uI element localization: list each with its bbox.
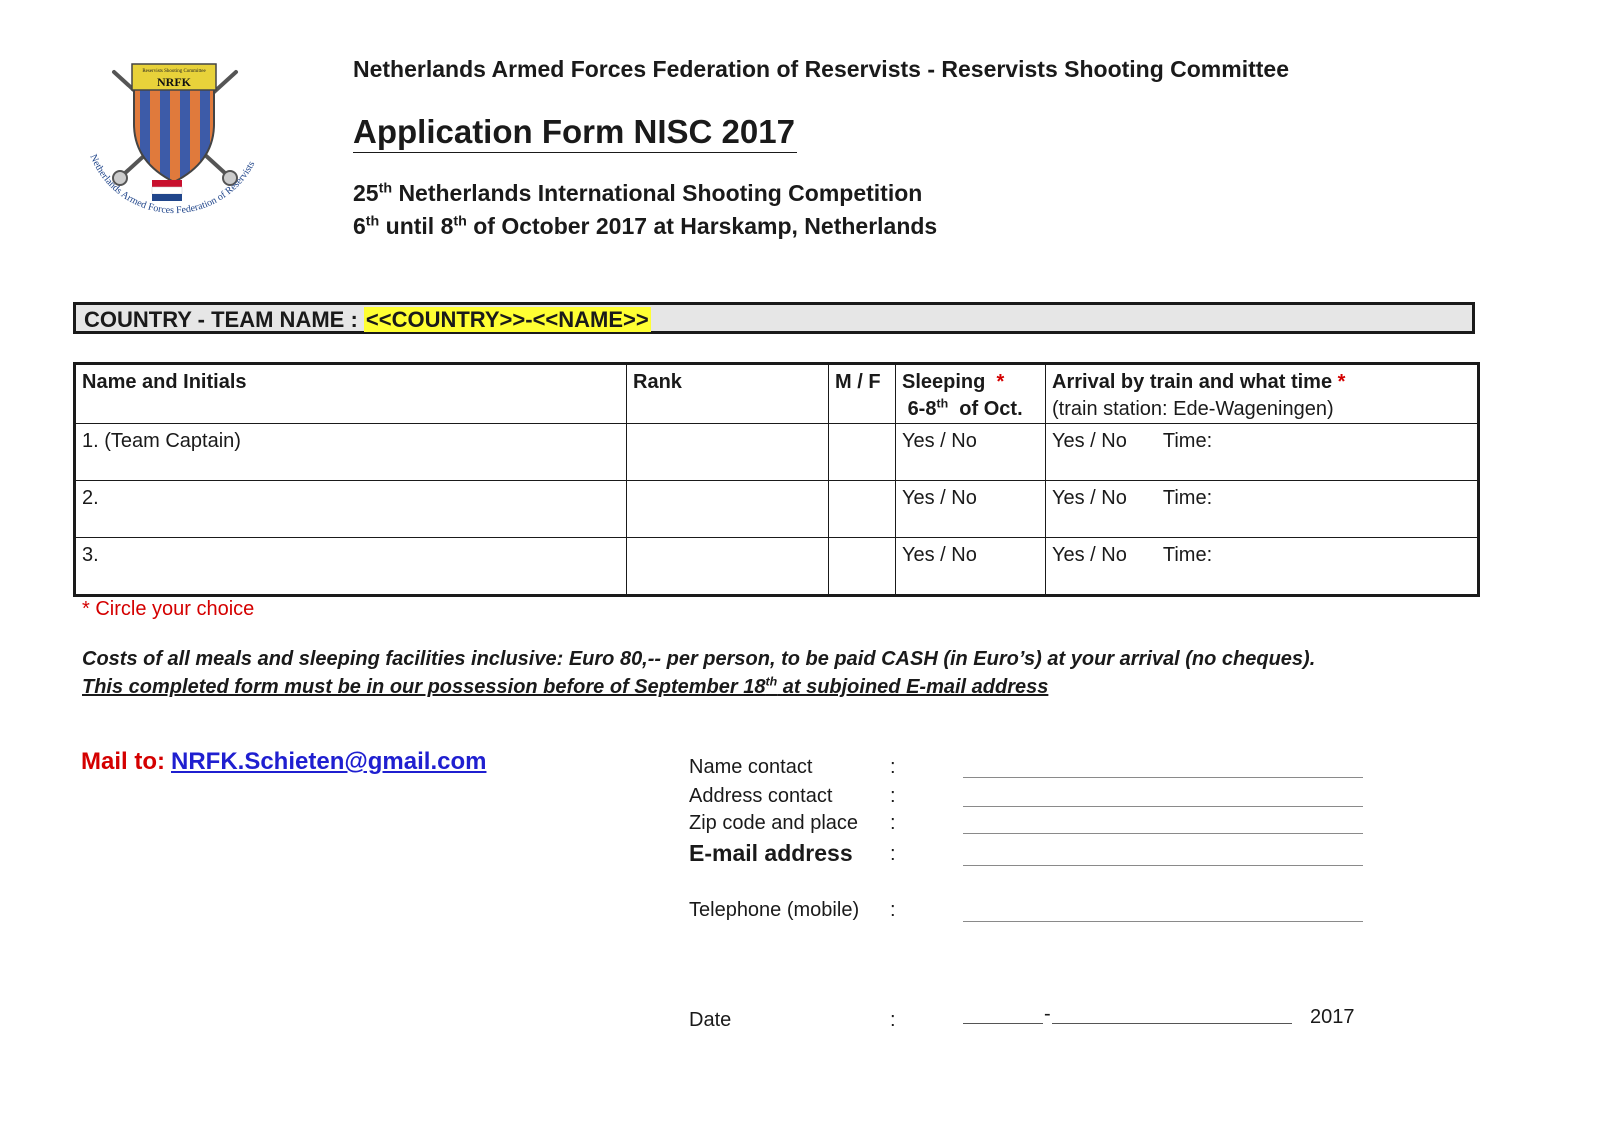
- date-separator: -: [1044, 1003, 1051, 1025]
- organization-heading: Netherlands Armed Forces Federation of Reservists - Reservists Shooting Committee: [353, 56, 1290, 82]
- participant-arrival-cell[interactable]: [1046, 481, 1479, 538]
- arrival-time-label: Time:: [1162, 544, 1213, 566]
- costs-note: Costs of all meals and sleeping facilities inclusive: Euro 80,-- per person, to be paid CASH (in Euro’s) at your arrival (no cheques).: [82, 648, 1316, 670]
- participant-name-cell[interactable]: 2.: [75, 481, 627, 538]
- colon: :: [890, 785, 896, 807]
- contact-name-label: Name contact: [689, 756, 813, 778]
- participant-sleeping-cell[interactable]: Yes / No: [896, 424, 1046, 481]
- competition-ordinal: 25: [353, 180, 379, 206]
- colon: :: [890, 1009, 896, 1031]
- deadline-text: This completed form must be in our possession before of September 18: [82, 676, 766, 698]
- participant-rank-cell[interactable]: [627, 424, 829, 481]
- start-day-suffix: th: [365, 213, 380, 230]
- participant-sleeping-cell[interactable]: Yes / No: [896, 538, 1046, 596]
- header-sleeping-label: Sleeping: [902, 371, 986, 393]
- table-row: [75, 424, 1479, 481]
- competition-line: [353, 180, 922, 207]
- mail-to: [81, 748, 486, 776]
- start-day: 6: [353, 213, 366, 239]
- required-asterisk: *: [1337, 371, 1346, 393]
- contact-phone-label: Telephone (mobile): [689, 899, 860, 921]
- header-arrival-label: Arrival by train and what time: [1052, 371, 1333, 393]
- colon: :: [890, 812, 896, 834]
- contact-zip-label: Zip code and place: [689, 812, 859, 834]
- date-month-field[interactable]: [1052, 1023, 1292, 1024]
- contact-phone-field[interactable]: [963, 921, 1363, 922]
- contact-address-label: Address contact: [689, 785, 833, 807]
- participant-rank-cell[interactable]: [627, 481, 829, 538]
- participant-arrival-cell[interactable]: [1046, 424, 1479, 481]
- participant-name-cell[interactable]: 3.: [75, 538, 627, 596]
- contact-email-field[interactable]: [963, 865, 1363, 866]
- participants-table: [73, 362, 1480, 597]
- participant-gender-cell[interactable]: [829, 481, 896, 538]
- email-link[interactable]: NRFK.Schieten@gmail.com: [171, 748, 487, 775]
- competition-name: Netherlands International Shooting Competition: [398, 180, 923, 206]
- header-sleeping-dates: 6-8: [907, 398, 937, 420]
- participant-rank-cell[interactable]: [627, 538, 829, 596]
- participant-arrival-cell[interactable]: [1046, 538, 1479, 596]
- header-name: Name and Initials: [75, 364, 627, 424]
- header-arrival: [1046, 364, 1479, 424]
- team-name-field: [84, 307, 651, 333]
- contact-zip-field[interactable]: [963, 833, 1363, 834]
- circle-choice-note: * Circle your choice: [82, 598, 255, 620]
- date-year: 2017: [1310, 1006, 1355, 1028]
- mail-to-label: Mail to:: [81, 748, 165, 775]
- shield-icon: [132, 64, 216, 186]
- deadline-suffix: th: [765, 674, 778, 689]
- required-asterisk: *: [996, 371, 1005, 393]
- deadline-note: [82, 676, 1048, 699]
- date-day-field[interactable]: [963, 1023, 1043, 1024]
- event-dates-line: [353, 213, 937, 240]
- dates-rest: of October 2017 at Harskamp, Netherlands: [473, 213, 938, 239]
- competition-ordinal-suffix: th: [378, 180, 393, 197]
- table-row: [75, 481, 1479, 538]
- logo-banner-text: Reservists Shooting Committee: [142, 69, 206, 74]
- team-name-label: COUNTRY - TEAM NAME :: [84, 307, 364, 332]
- colon: :: [890, 899, 896, 921]
- header-sleeping-month: of Oct.: [959, 398, 1023, 420]
- end-day-suffix: th: [453, 213, 467, 230]
- arrival-choice[interactable]: Yes / No: [1052, 430, 1127, 452]
- colon: :: [890, 843, 896, 865]
- arrival-time-label: Time:: [1162, 430, 1213, 452]
- dutch-flag-icon: [152, 180, 182, 201]
- header-gender: M / F: [829, 364, 896, 424]
- header-arrival-station: (train station: Ede-Wageningen): [1052, 398, 1334, 420]
- arrival-choice[interactable]: Yes / No: [1052, 544, 1127, 566]
- arrival-choice[interactable]: Yes / No: [1052, 487, 1127, 509]
- deadline-text-end: at subjoined E-mail address: [777, 676, 1049, 698]
- date-label: Date: [689, 1009, 732, 1031]
- header-sleeping-dates-suffix: th: [936, 396, 949, 411]
- contact-address-field[interactable]: [963, 806, 1363, 807]
- end-day: until 8: [385, 213, 454, 239]
- page-title: Application Form NISC 2017: [353, 112, 797, 153]
- team-name-value[interactable]: <<COUNTRY>>-<<NAME>>: [365, 307, 649, 332]
- team-name-bar: [73, 302, 1475, 334]
- header-sleeping: [896, 364, 1046, 424]
- participant-gender-cell[interactable]: [829, 538, 896, 596]
- table-row: [75, 538, 1479, 596]
- arrival-time-label: Time:: [1162, 487, 1213, 509]
- logo-ring-text: Netherlands Armed Forces Federation of Reservists: [87, 152, 258, 217]
- participant-gender-cell[interactable]: [829, 424, 896, 481]
- nrfk-logo: [76, 54, 276, 244]
- logo-abbrev: NRFK: [157, 75, 191, 89]
- contact-name-field[interactable]: [963, 777, 1363, 778]
- colon: :: [890, 756, 896, 778]
- header-rank: Rank: [627, 364, 829, 424]
- participant-sleeping-cell[interactable]: Yes / No: [896, 481, 1046, 538]
- table-header-row: [75, 364, 1479, 424]
- participant-name-cell[interactable]: 1. (Team Captain): [75, 424, 627, 481]
- contact-email-label: E-mail address: [689, 840, 853, 866]
